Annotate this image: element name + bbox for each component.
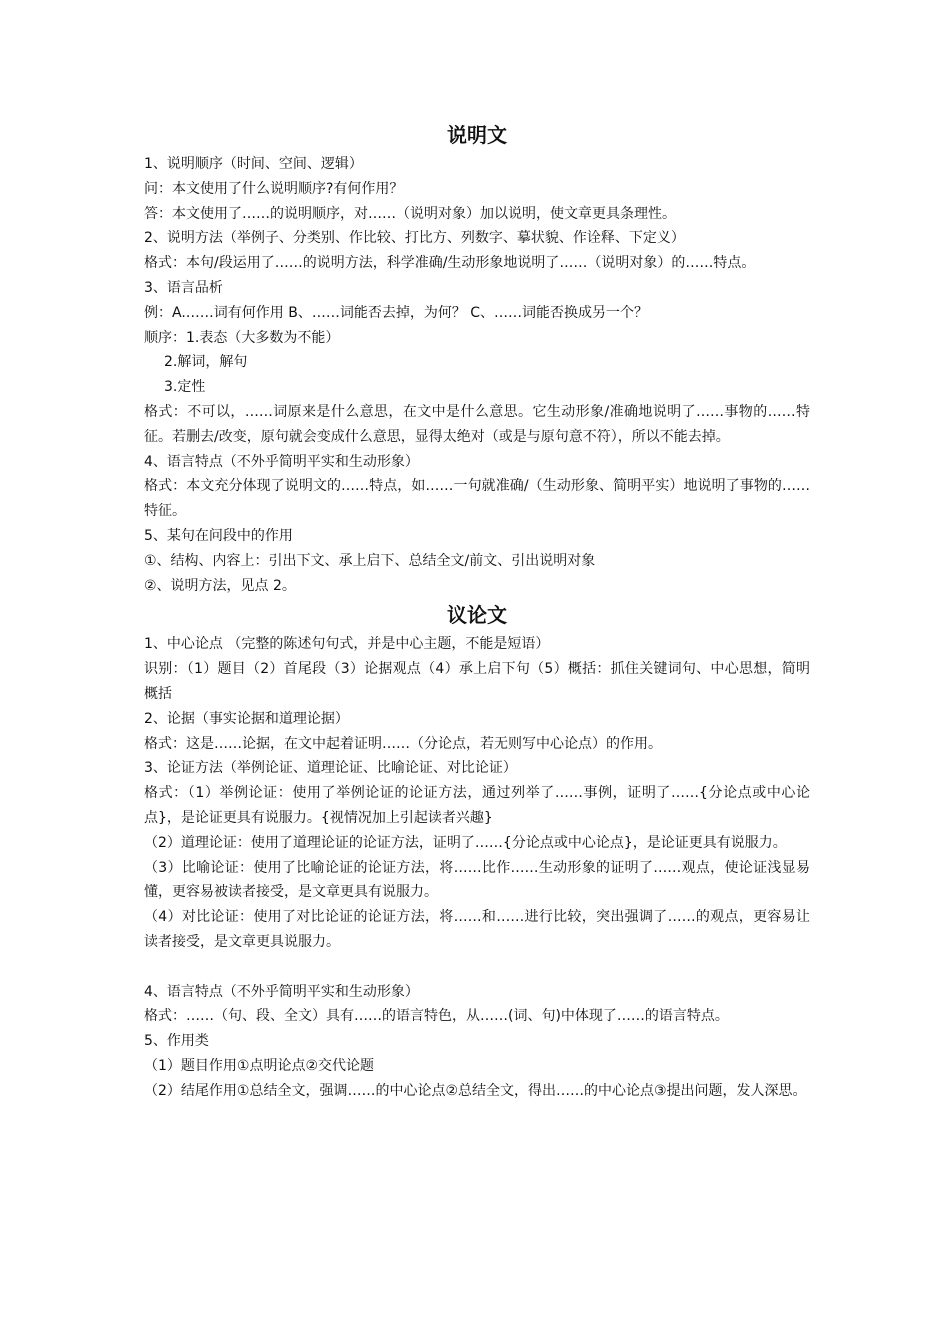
blank-line bbox=[144, 955, 810, 980]
text-line: 答：本文使用了……的说明顺序，对……（说明对象）加以说明，使文章更具条理性。 bbox=[144, 205, 676, 222]
text-line: （2）结尾作用①总结全文，强调……的中心论点②总结全文，得出……的中心论点③提出问题，发人深思。 bbox=[144, 1082, 807, 1099]
text-line: 3、语言品析 bbox=[144, 279, 223, 296]
text-line: 问：本文使用了什么说明顺序?有何作用？ bbox=[144, 180, 404, 197]
text-line: 格式：本文充分体现了说明文的……特点，如……一句就准确/（生动形象、简明平实）地说明了事物的……特征。 bbox=[144, 478, 810, 520]
text-line: 格式：这是……论据，在文中起着证明……（分论点，若无则写中心论点）的作用。 bbox=[144, 735, 662, 752]
text-line: 格式：不可以，……词原来是什么意思，在文中是什么意思。它生动形象/准确地说明了……事物的……特征。若删去/改变，原句就会变成什么意思，显得太绝对（或是与原句意不符），所以不能去掉。 bbox=[144, 403, 810, 445]
text-line: 1、中心论点 （完整的陈述句句式，并是中心主题，不能是短语） bbox=[144, 636, 550, 653]
section-title-argumentative: 议论文 bbox=[447, 603, 507, 628]
text-line: 3.定性 bbox=[164, 379, 206, 396]
text-line: 格式：本句/段运用了……的说明方法，科学准确/生动形象地说明了……（说明对象）的……特点。 bbox=[144, 255, 756, 272]
text-line: 2、说明方法（举例子、分类别、作比较、打比方、列数字、摹状貌、作诠释、下定义） bbox=[144, 230, 685, 247]
document-page bbox=[144, 118, 810, 1103]
text-line: 5、某句在问段中的作用 bbox=[144, 527, 293, 544]
text-line: 1、说明顺序（时间、空间、逻辑） bbox=[144, 156, 363, 172]
text-line: ①、结构、内容上：引出下文、承上启下、总结全文/前文、引出说明对象 bbox=[144, 552, 596, 569]
text-line: 4、语言特点（不外乎简明平实和生动形象） bbox=[144, 453, 419, 470]
text-line: （4）对比论证：使用了对比论证的论证方法，将……和……进行比较，突出强调了……的观点，更容易让读者接受，是文章更具说服力。 bbox=[144, 909, 810, 950]
text-line: 3、论证方法（举例论证、道理论证、比喻论证、对比论证） bbox=[144, 760, 517, 777]
text-line: 4、语言特点（不外乎简明平实和生动形象） bbox=[144, 983, 419, 1000]
text-line: ②、说明方法，见点 2。 bbox=[144, 577, 296, 594]
text-line: 例：A.……词有何作用 B、……词能否去掉，为何？ C、……词能否换成另一个？ bbox=[144, 304, 649, 321]
section-title-expository: 说明文 bbox=[447, 123, 507, 147]
text-line: 5、作用类 bbox=[144, 1033, 209, 1050]
text-line: 格式：……（句、段、全文）具有……的语言特色，从……(词、句)中体现了……的语言特点。 bbox=[144, 1008, 729, 1025]
text-line: （3）比喻论证：使用了比喻论证的论证方法，将……比作……生动形象的证明了……观点，使论证浅显易懂，更容易被读者接受，是文章更具有说服力。 bbox=[144, 859, 810, 901]
text-line: 格式：（1）举例论证：使用了举例论证的论证方法，通过列举了……事例，证明了……{分论点或中心论点}，是论证更具有说服力。{视情况加上引起读者兴趣} bbox=[144, 785, 810, 826]
text-line: 2.解词，解句 bbox=[164, 354, 248, 371]
text-line: 识别：（1）题目（2）首尾段（3）论据观点（4）承上启下句（5）概括：抓住关键词句、中心思想，简明概括 bbox=[144, 661, 810, 702]
text-line: （1）题目作用①点明论点②交代论题 bbox=[144, 1057, 375, 1074]
text-line: 2、论据（事实论据和道理论据） bbox=[144, 710, 349, 727]
text-line: 顺序：1.表态（大多数为不能） bbox=[144, 329, 340, 346]
text-line: （2）道理论证：使用了道理论证的论证方法，证明了……{分论点或中心论点}，是论证更具有说服力。 bbox=[144, 834, 787, 851]
